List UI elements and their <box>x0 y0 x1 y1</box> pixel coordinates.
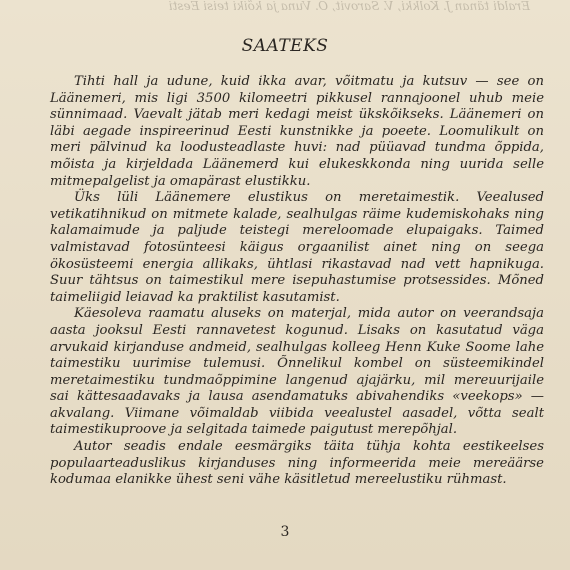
bleed-through-text: Eraldi tänan J. Kolkki, V. Sarovit, O. Vuna ja kõiki teisi Eesti <box>168 0 530 13</box>
paragraph-4: Autor seadis endale eesmärgiks täita tühja kohta eestikeelses populaarteaduslikus kirjanduses ning informeerida meie mereäärse kodumaa elanikke ühest seni vähe käsitletud mereelustiku rühmast. <box>50 439 544 488</box>
paragraph-1: Tihti hall ja udune, kuid ikka avar, võitmatu ja kutsuv — see on Läänemeri, mis ligi 3500 kilomeetri pikkusel rannajoonel uhub meie sünnimaad. Vaevalt jätab meri kedagi meist ükskõikseks. Läänemeri on läbi aegade inspireerinud Eesti kunstnikke ja poeete. Loomulikult on meri pälvinud ka loodusteadlaste huvi: nad püüavad tundma õppida, mõista ja kirjeldada Läänemerd kui elukeskkonda ning uurida selle mitmepalgelist ja omapärast elustikku. <box>50 74 544 189</box>
paragraph-2: Üks lüli Läänemere elustikus on meretaimestik. Veealused vetikatihnikud on mitmete kalade, sealhulgas räime kudemiskohaks ning kalamaimude ja paljude teistegi mereloomade elupaigaks. Taimed valmistavad fotosünteesi käigus orgaanilist ainet ning on seega ökosüsteemi energia allikaks, ühtlasi rikastavad nad vett hapnikuga. Suur tähtsus on taimestikul mere isepuhastumise protsessides. Mõned taimeliigid leiavad ka praktilist kasutamist. <box>50 190 544 305</box>
page-number: 3 <box>280 524 290 540</box>
page-title: SAATEKS <box>241 36 329 56</box>
paragraph-3: Käesoleva raamatu aluseks on materjal, mida autor on veerandsaja aasta jooksul Eesti rannavetest kogunud. Lisaks on kasutatud väga arvukaid kirjanduse andmeid, sealhulgas kolleeg Henn Kuke Soome lahe taimestiku uurimise tulemusi. Õnnelikul kombel on süsteemikindel meretaimestiku tundmaõppimine langenud ajajärku, mil mereuurijaile sai kättesaadavaks ja lausa asendamatuks abivahendiks «veekops» — akvalang. Viimane võimaldab viibida veealustel aasadel, võtta sealt taimestikuproove ja selgitada taimede paigutust merepõhjal. <box>50 306 544 438</box>
body-text <box>50 74 544 489</box>
